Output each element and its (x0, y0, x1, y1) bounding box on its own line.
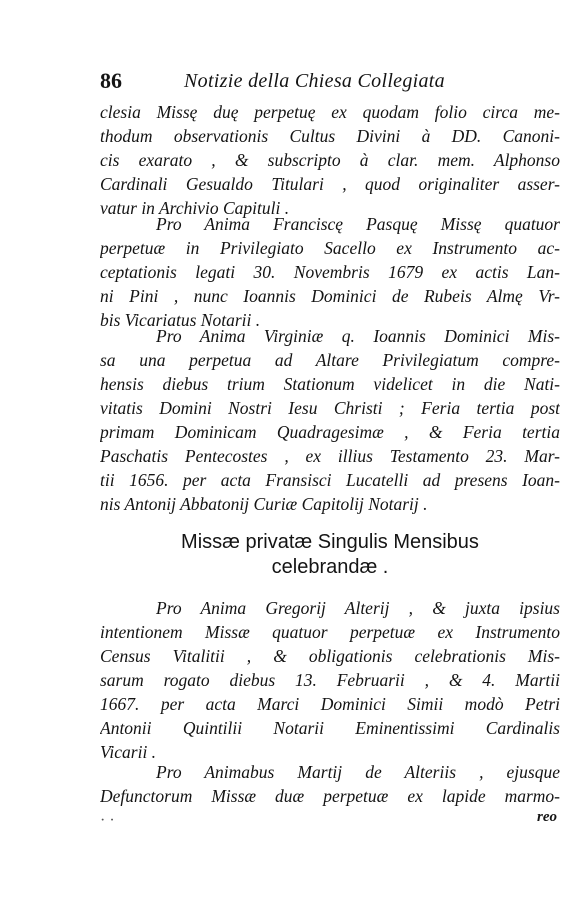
text-line: thodum observationis Cultus Divini à DD. Canoni- (100, 126, 560, 146)
text-line: Pro Anima Franciscę Pasquę Missę quatuor (156, 214, 560, 234)
page-number: 86 (100, 68, 122, 93)
text-line: perpetuæ in Privilegiato Sacello ex Instrumento ac- (100, 238, 560, 258)
text-line: vatur in Archivio Capituli . (100, 198, 290, 218)
text-line: tii 1656. per acta Fransisci Lucatelli ad presens Ioan- (100, 470, 560, 490)
text-line: sa una perpetua ad Altare Privilegiatum compre- (100, 350, 560, 370)
text-line: Cardinali Gesualdo Titulari , quod originaliter asser- (100, 174, 560, 194)
text-line: Pro Anima Gregorij Alterij , & juxta ipsius (156, 598, 560, 618)
text-line: Antonii Quintilii Notarii Eminentissimi Cardinalis (100, 718, 560, 738)
section-heading-line: Missæ privatæ Singulis Mensibus (181, 531, 479, 553)
running-head: Notizie della Chiesa Collegiata (184, 70, 445, 92)
text-line: cis exarato , & subscripto à clar. mem. Alphonso (100, 150, 560, 170)
paragraph-gregorii (100, 596, 560, 764)
text-line: hensis diebus trium Stationum videlicet in die Nati- (100, 374, 560, 394)
text-line: Census Vitalitii , & obligationis celebrationis Mis- (100, 646, 560, 666)
text-line: Pro Anima Virginiæ q. Ioannis Dominici Mis- (156, 326, 560, 346)
section-heading-line: celebrandæ . (271, 556, 389, 578)
ink-specks: · · (100, 812, 115, 829)
paragraph-franciscae (100, 212, 560, 332)
section-heading (100, 530, 560, 580)
catchword: reo (537, 809, 557, 825)
text-line: Defunctorum Missæ duæ perpetuæ ex lapide marmo- (100, 786, 560, 806)
text-line: ceptationis legati 30. Novembris 1679 ex actis Lan- (100, 262, 560, 282)
text-line: 1667. per acta Marci Dominici Simii modò Petri (100, 694, 560, 714)
text-line: clesia Missę duę perpetuę ex quodam folio circa me- (100, 102, 560, 122)
text-line: ni Pini , nunc Ioannis Dominici de Rubeis Almę Vr- (100, 286, 560, 306)
text-line: Paschatis Pentecostes , ex illius Testamento 23. Mar- (100, 446, 560, 466)
text-line: primam Dominicam Quadragesimæ , & Feria tertia (100, 422, 560, 442)
text-line: Vicarii . (100, 742, 157, 762)
paragraph-continuation (100, 100, 560, 220)
text-line: vitatis Domini Nostri Iesu Christi ; Feria tertia post (100, 398, 560, 418)
text-line: sarum rogato diebus 13. Februarii , & 4. Martii (100, 670, 560, 690)
text-line: nis Antonij Abbatonij Curiæ Capitolij Notarij . (100, 494, 428, 514)
paragraph-virginiae (100, 324, 560, 516)
page-header (100, 68, 560, 98)
text-line: Pro Animabus Martij de Alteriis , ejusque (156, 762, 560, 782)
paragraph-martii (100, 760, 560, 808)
text-line: intentionem Missæ quatuor perpetuæ ex Instrumento (100, 622, 560, 642)
text-line: bis Vicariatus Notarii . (100, 310, 261, 330)
